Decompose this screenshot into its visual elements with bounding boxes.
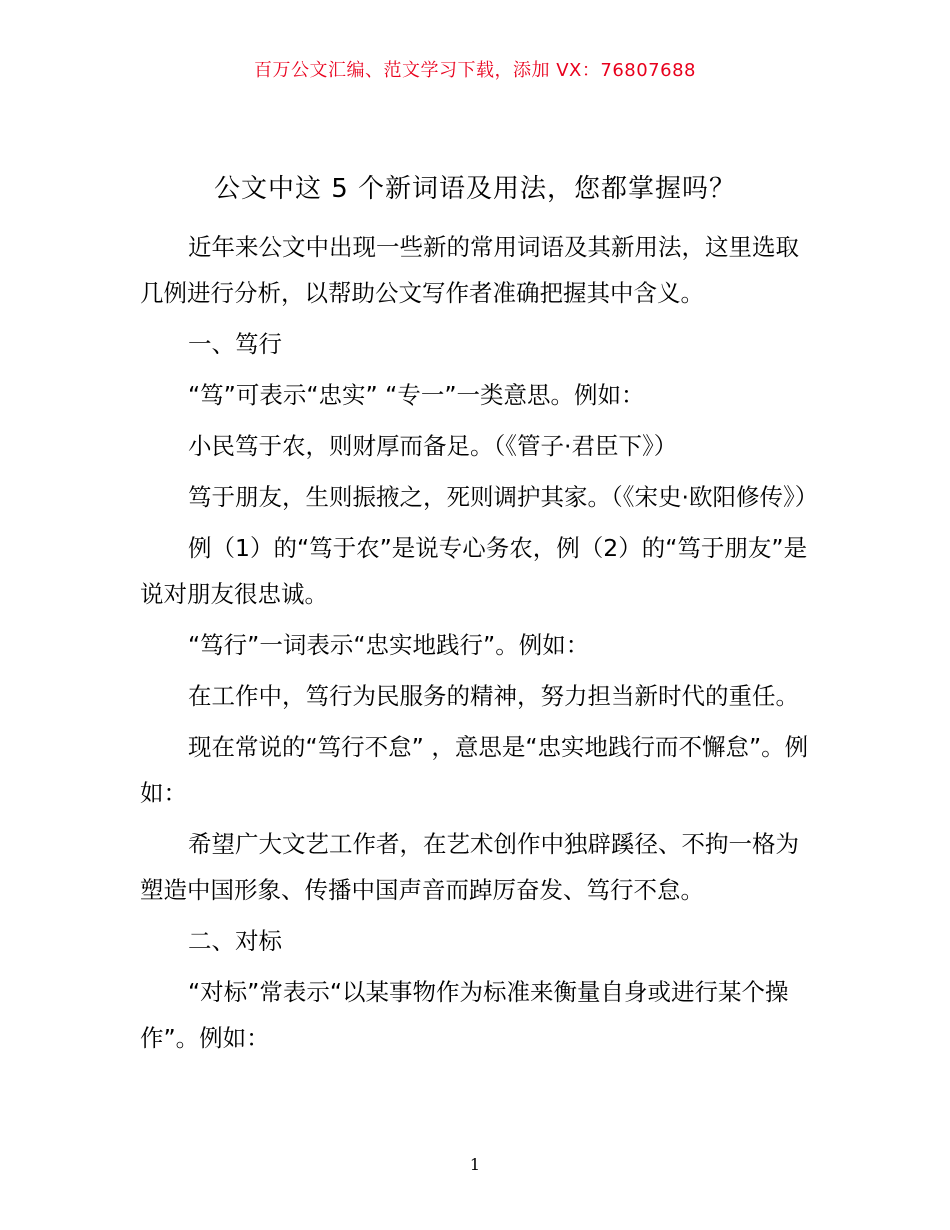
paragraph-example: 在工作中，笃行为民服务的精神，努力担当新时代的重任。 [188, 682, 799, 710]
paragraph-example: 希望广大文艺工作者，在艺术创作中独辟蹊径、不拘一格为塑造中国形象、传播中国声音而踔厉奋发、笃行不怠。 [140, 830, 799, 904]
header-banner: 百万公文汇编、范文学习下载，添加 VX：76807688 [254, 60, 696, 81]
paragraph: “笃行”一词表示“忠实地践行”。例如： [188, 631, 590, 659]
document-body [140, 224, 819, 1061]
paragraph-example: 笃于朋友，生则振掖之，死则调护其家。（《宋史·欧阳修传》） [188, 483, 819, 511]
paragraph: “对标”常表示“以某事物作为标准来衡量自身或进行某个操作”。例如： [140, 978, 789, 1052]
paragraph: “笃”可表示“忠实” “专一”一类意思。例如： [188, 381, 645, 409]
section-heading-duxing: 一、笃行 [188, 330, 282, 358]
paragraph: 现在常说的“笃行不怠” ，意思是“忠实地践行而不懈怠”。例如： [140, 733, 809, 807]
document-title: 公文中这 5 个新词语及用法，您都掌握吗？ [213, 174, 737, 204]
paragraph: 例（1）的“笃于农”是说专心务农，例（2）的“笃于朋友”是说对朋友很忠诚。 [140, 534, 808, 608]
section-heading-duibiao: 二、对标 [188, 927, 282, 955]
page-number: 1 [469, 1155, 481, 1174]
paragraph-example: 小民笃于农，则财厚而备足。（《管子·君臣下》） [188, 432, 678, 460]
paragraph-intro: 近年来公文中出现一些新的常用词语及其新用法，这里选取几例进行分析，以帮助公文写作者准确把握其中含义。 [140, 233, 799, 307]
